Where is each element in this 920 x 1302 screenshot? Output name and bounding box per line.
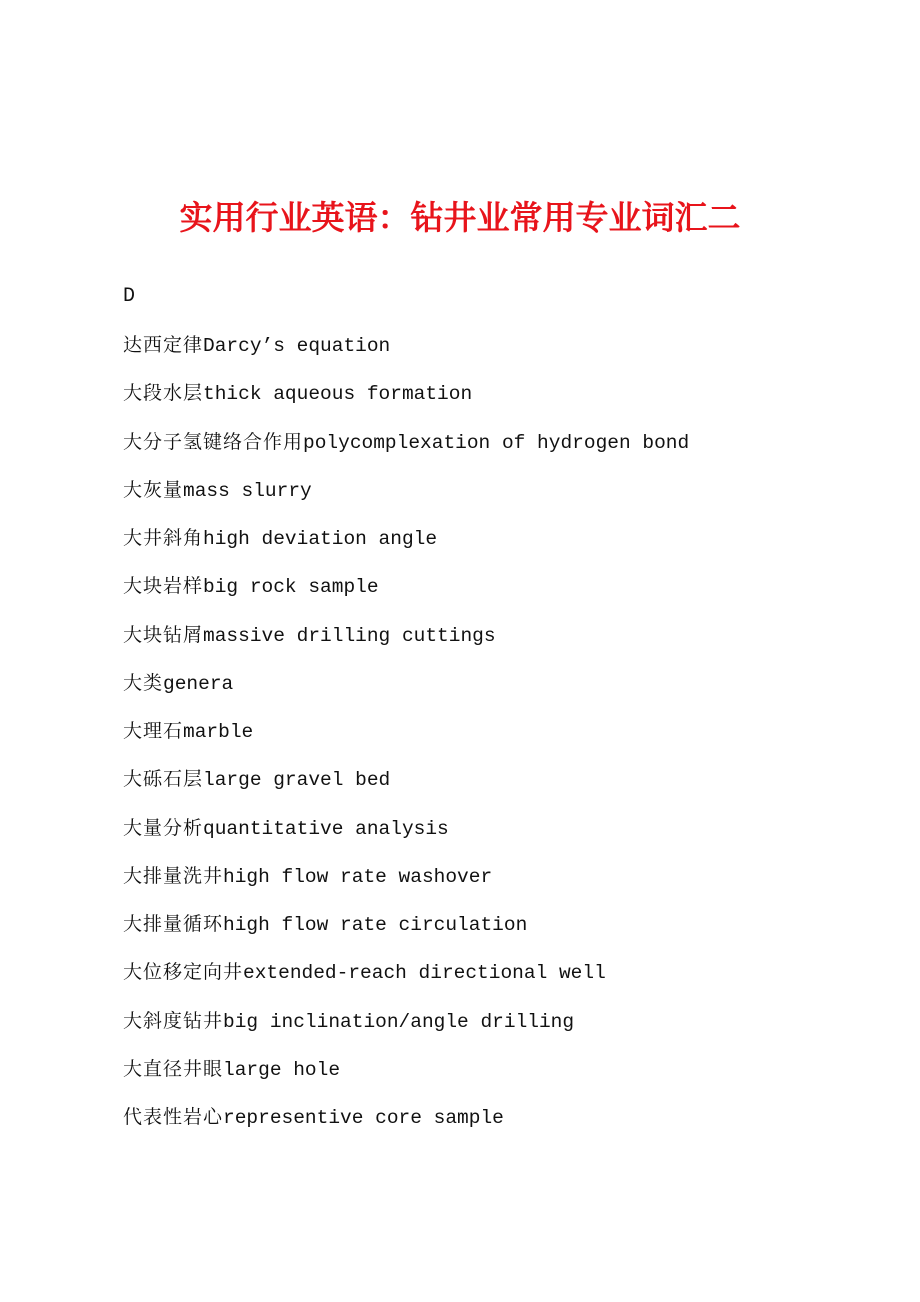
glossary-entry [123,1006,883,1054]
entry-chinese-term: 大斜度钻井 [123,1009,224,1032]
glossary-entry [123,668,883,716]
glossary-entry [123,716,883,764]
glossary-entry [123,571,883,619]
entry-chinese-term: 大井斜角 [123,527,204,549]
glossary-list [123,330,883,1150]
entry-english-term: representive core sample [223,1107,504,1129]
entry-english-term: quantitative analysis [203,817,449,840]
entry-chinese-term: 大位移定向井 [123,961,244,984]
entry-english-term: marble [183,721,254,743]
entry-chinese-term: 大排量循环 [123,913,224,935]
glossary-entry [123,620,883,668]
entry-english-term: large gravel bed [203,769,391,792]
entry-english-term: high deviation angle [203,528,438,550]
glossary-entry [123,378,883,426]
glossary-entry [123,1102,883,1150]
glossary-entry [123,764,883,812]
glossary-entry [123,330,883,378]
entry-chinese-term: 大类 [123,671,164,694]
entry-english-term: genera [163,672,234,695]
entry-english-term: extended-reach directional well [243,962,606,985]
entry-chinese-term: 大直径井眼 [123,1057,224,1080]
entry-chinese-term: 大量分析 [123,816,204,839]
entry-chinese-term: 大排量洗井 [123,864,224,887]
entry-english-term: large hole [223,1058,341,1081]
entry-chinese-term: 达西定律 [123,334,204,356]
entry-english-term: big inclination/angle drilling [223,1010,575,1033]
entry-english-term: mass slurry [183,479,312,502]
glossary-entry [123,957,883,1005]
section-letter: D [123,285,136,308]
entry-chinese-term: 大理石 [123,720,184,742]
entry-english-term: big rock sample [203,576,379,599]
entry-english-term: massive drilling cuttings [203,624,496,647]
document-title: 实用行业英语：钻井业常用专业词汇二 [179,198,741,237]
entry-chinese-term: 大段水层 [123,382,204,405]
entry-chinese-term: 大块钻屑 [123,623,204,646]
glossary-entry [123,427,883,475]
entry-chinese-term: 大砾石层 [123,768,204,791]
entry-english-term: polycomplexation of hydrogen bond [303,431,690,454]
glossary-entry [123,813,883,861]
glossary-entry [123,861,883,909]
entry-english-term: thick aqueous formation [203,383,473,406]
entry-english-term: Darcy’s equation [203,335,391,357]
glossary-entry [123,475,883,523]
entry-english-term: high flow rate circulation [223,914,528,936]
entry-chinese-term: 大分子氢键络合作用 [123,430,304,453]
entry-chinese-term: 大块岩样 [123,575,204,598]
glossary-entry [123,523,883,571]
entry-chinese-term: 大灰量 [123,478,184,501]
entry-english-term: high flow rate washover [223,865,493,888]
entry-chinese-term: 代表性岩心 [123,1106,224,1128]
glossary-entry [123,909,883,957]
glossary-entry [123,1054,883,1102]
